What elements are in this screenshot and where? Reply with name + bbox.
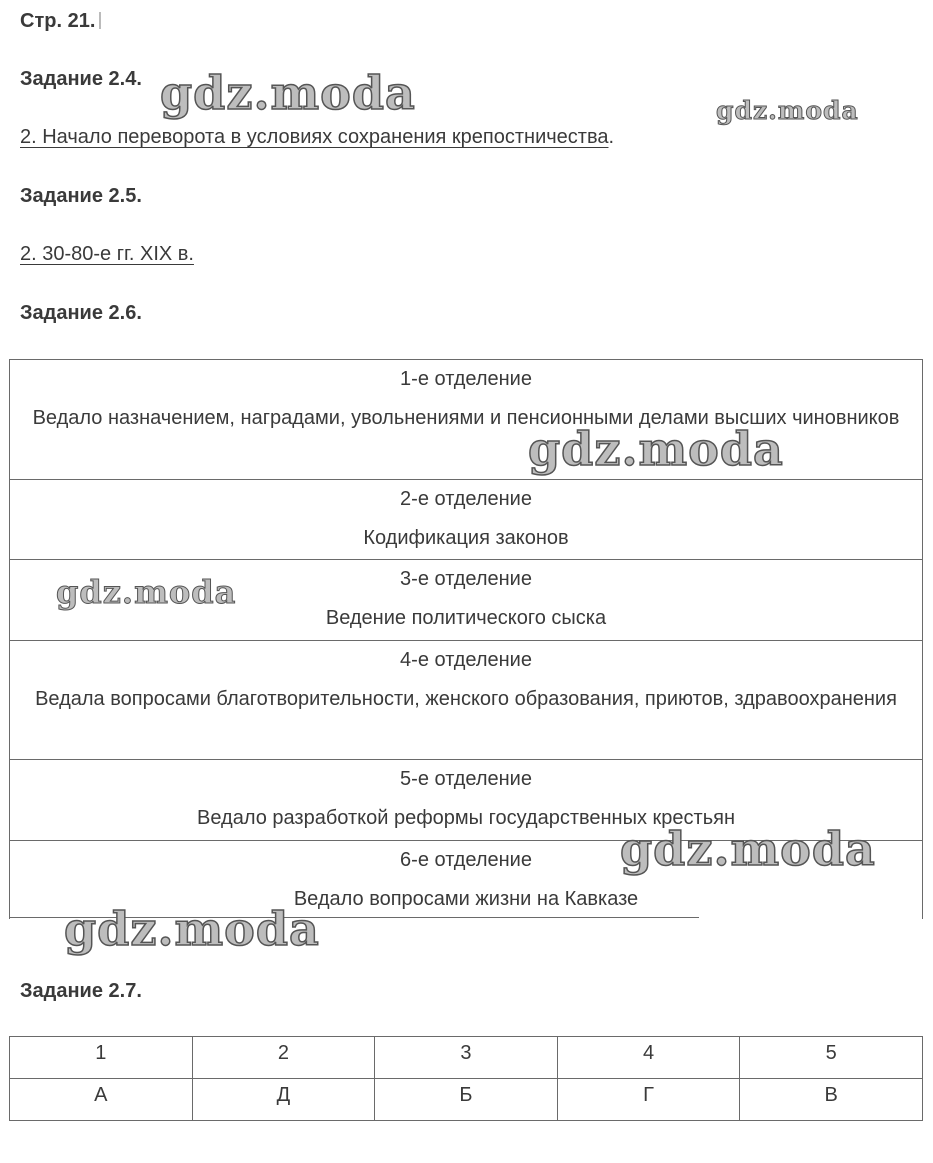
table-row <box>10 480 923 560</box>
table-cell <box>10 641 923 760</box>
task-2-4-answer <box>20 126 614 149</box>
text-caret <box>99 12 101 29</box>
table-cell: 1 <box>10 1037 193 1079</box>
table-cell <box>10 360 923 480</box>
department-description: Кодификация законов <box>363 527 569 549</box>
table-cell: 4 <box>557 1037 740 1079</box>
task-2-4-heading: Задание 2.4. <box>20 68 142 90</box>
department-title: 3-е отделение <box>400 568 532 590</box>
table-cell: А <box>10 1079 193 1121</box>
task-2-5-heading: Задание 2.5. <box>20 185 142 207</box>
table-row <box>10 360 923 480</box>
department-title: 2-е отделение <box>400 488 532 510</box>
watermark: gdz.moda <box>56 573 237 611</box>
task-2-4-answer-text: 2. Начало переворота в условиях сохранения крепостничества <box>20 126 609 148</box>
table-row <box>10 1079 923 1121</box>
task-2-7-heading: Задание 2.7. <box>20 980 142 1002</box>
table-cell: 5 <box>740 1037 923 1079</box>
department-title: 6-е отделение <box>400 849 532 871</box>
watermark: gdz.moda <box>64 902 320 956</box>
task-2-7-table <box>9 1036 923 1121</box>
department-description: Ведало назначением, наградами, увольнениями и пенсионными делами высших чиновников <box>32 407 900 429</box>
table-cell: 2 <box>192 1037 375 1079</box>
department-description: Ведало разработкой реформы государственных крестьян <box>197 807 735 829</box>
department-description: Ведала вопросами благотворительности, женского образования, приютов, здравоохранения <box>35 688 897 710</box>
task-2-4-answer-tail: . <box>608 126 615 148</box>
watermark: gdz.moda <box>528 422 784 476</box>
department-title: 1-е отделение <box>400 368 532 390</box>
task-2-6-heading: Задание 2.6. <box>20 302 142 324</box>
watermark: gdz.moda <box>160 66 416 120</box>
table-cell: Д <box>192 1079 375 1121</box>
table-row <box>10 1037 923 1079</box>
department-description: Ведало вопросами жизни на Кавказе <box>293 888 639 910</box>
table-cell: Г <box>557 1079 740 1121</box>
table-cell: В <box>740 1079 923 1121</box>
task-2-5-answer <box>20 243 194 266</box>
department-title: 5-е отделение <box>400 768 532 790</box>
watermark: gdz.moda <box>620 822 876 876</box>
table-cell: Б <box>375 1079 558 1121</box>
department-description: Ведение политического сыска <box>325 607 607 629</box>
task-2-5-answer-text: 2. 30-80-е гг. XIX в. <box>20 243 194 265</box>
table-cell: 3 <box>375 1037 558 1079</box>
department-title: 4-е отделение <box>400 649 532 671</box>
page-number: Стр. 21. <box>20 10 96 32</box>
table-row <box>10 641 923 760</box>
watermark: gdz.moda <box>716 96 859 125</box>
page-header <box>20 10 101 33</box>
table-cell <box>10 480 923 560</box>
